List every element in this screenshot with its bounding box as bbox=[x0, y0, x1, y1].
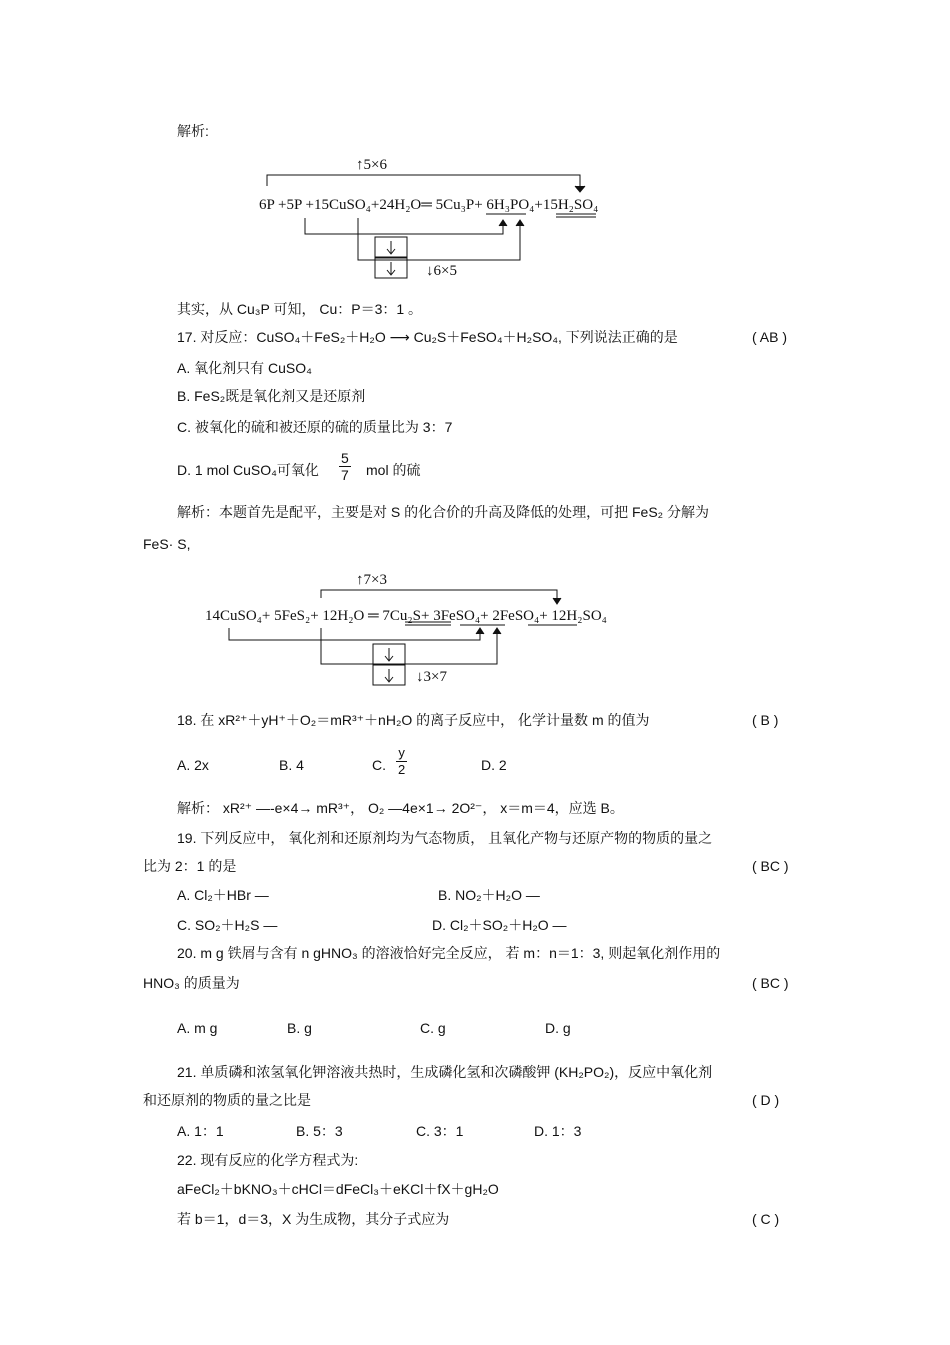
fraction-denominator: 2 bbox=[398, 762, 406, 777]
q19-option-b: B. NO₂＋H₂O — bbox=[438, 887, 540, 903]
q22-line-1: 22. 现有反应的化学方程式为: bbox=[177, 1152, 359, 1168]
diagram1-top-label: ↑5×6 bbox=[356, 157, 387, 173]
q19-option-a: A. Cl₂＋HBr — bbox=[177, 887, 269, 903]
q21-option-a: A. 1：1 bbox=[177, 1123, 224, 1139]
q22-line-3: 若 b＝1，d＝3，X 为生成物，其分子式应为 bbox=[177, 1211, 450, 1227]
q18-stem: 18. 在 xR²⁺＋yH⁺＋O₂＝mR³⁺＋nH₂O 的离子反应中， 化学计量数 m 的值为 bbox=[177, 712, 650, 728]
q21-line-2: 和还原剂的物质的量之比是 bbox=[143, 1092, 311, 1108]
q17-analysis-1: 解析：本题首先是配平，主要是对 S 的化合价的升高及降低的处理，可把 FeS₂ 分解为 bbox=[177, 504, 710, 520]
diagram1-equation: 6P +5P +15CuSO₄+24H₂O═ 5Cu₃P+ 6H₃PO₄+15H₂SO₄ bbox=[259, 197, 599, 213]
q21-option-b: B. 5：3 bbox=[296, 1123, 343, 1139]
q18-option-c-pre: C. bbox=[372, 757, 386, 773]
q20-option-a: A. m g bbox=[177, 1020, 218, 1036]
q18-option-a: A. 2x bbox=[177, 757, 209, 773]
q21-answer: ( D ) bbox=[752, 1092, 780, 1108]
q18-option-b: B. 4 bbox=[279, 757, 304, 773]
diagram2-bottom-label: ↓3×7 bbox=[416, 669, 447, 685]
q21-option-d: D. 1：3 bbox=[534, 1123, 582, 1139]
q18-answer: ( B ) bbox=[752, 712, 779, 728]
q18-option-c-fraction bbox=[396, 745, 407, 778]
q19-option-c: C. SO₂＋H₂S — bbox=[177, 917, 278, 933]
q20-option-b: B. g bbox=[287, 1020, 312, 1036]
q19-option-d: D. Cl₂＋SO₂＋H₂O — bbox=[432, 917, 567, 933]
q17-option-c: C. 被氧化的硫和被还原的硫的质量比为 3：7 bbox=[177, 419, 453, 435]
fraction-numerator: y bbox=[396, 745, 407, 762]
note-ratio: 其实，从 Cu₃P 可知， Cu：P＝3：1 。 bbox=[177, 301, 423, 317]
q18-option-d: D. 2 bbox=[481, 757, 507, 773]
analysis-label: 解析: bbox=[177, 123, 209, 139]
q20-option-d: D. g bbox=[545, 1020, 571, 1036]
q17-answer: ( AB ) bbox=[752, 329, 788, 345]
diagram1-bottom-label: ↓6×5 bbox=[426, 263, 457, 279]
q19-answer: ( BC ) bbox=[752, 858, 789, 874]
diagram2-equation: 14CuSO₄+ 5FeS₂+ 12H₂O ═ 7Cu₂S+ 3FeSO₄+ 2FeSO₄+ 12H₂SO₄ bbox=[205, 608, 607, 624]
q17-analysis-2: FeS· S, bbox=[143, 536, 191, 552]
q17-option-b: B. FeS₂既是氧化剂又是还原剂 bbox=[177, 388, 366, 404]
q17-option-d-post: mol 的硫 bbox=[366, 462, 421, 478]
q18-analysis: 解析： xR²⁺ —-e×4→ mR³⁺， O₂ —4e×1→ 2O²⁻， x＝m＝4，应选 B。 bbox=[177, 800, 624, 816]
q22-equation: aFeCl₂＋bKNO₃＋cHCl＝dFeCl₃＋eKCl＋fX＋gH₂O bbox=[177, 1181, 499, 1197]
fraction-numerator: 5 bbox=[341, 450, 349, 466]
q20-line-2: HNO₃ 的质量为 bbox=[143, 975, 240, 991]
q21-line-1: 21. 单质磷和浓氢氧化钾溶液共热时，生成磷化氢和次磷酸钾 (KH₂PO₂)，反应中氧化剂 bbox=[177, 1064, 713, 1080]
q22-answer: ( C ) bbox=[752, 1211, 780, 1227]
q19-line-1: 19. 下列反应中， 氧化剂和还原剂均为气态物质， 且氧化产物与还原产物的物质的量之 bbox=[177, 830, 713, 846]
q20-line-1: 20. m g 铁屑与含有 n gHNO₃ 的溶液恰好完全反应， 若 m：n＝1：3, 则起氧化剂作用的 bbox=[177, 945, 721, 961]
diagram2-top-label: ↑7×3 bbox=[356, 572, 387, 588]
fraction-denominator: 7 bbox=[341, 467, 349, 483]
q21-option-c: C. 3：1 bbox=[416, 1123, 464, 1139]
q17-stem: 17. 对反应：CuSO₄＋FeS₂＋H₂O ⟶ Cu₂S＋FeSO₄＋H₂SO₄, 下列说法正确的是 bbox=[177, 329, 678, 345]
q17-option-a: A. 氧化剂只有 CuSO₄ bbox=[177, 360, 312, 376]
q17-option-d-pre: D. 1 mol CuSO₄可氧化 bbox=[177, 462, 319, 478]
q20-option-c: C. g bbox=[420, 1020, 446, 1036]
q19-line-2: 比为 2：1 的是 bbox=[143, 858, 237, 874]
q20-answer: ( BC ) bbox=[752, 975, 789, 991]
